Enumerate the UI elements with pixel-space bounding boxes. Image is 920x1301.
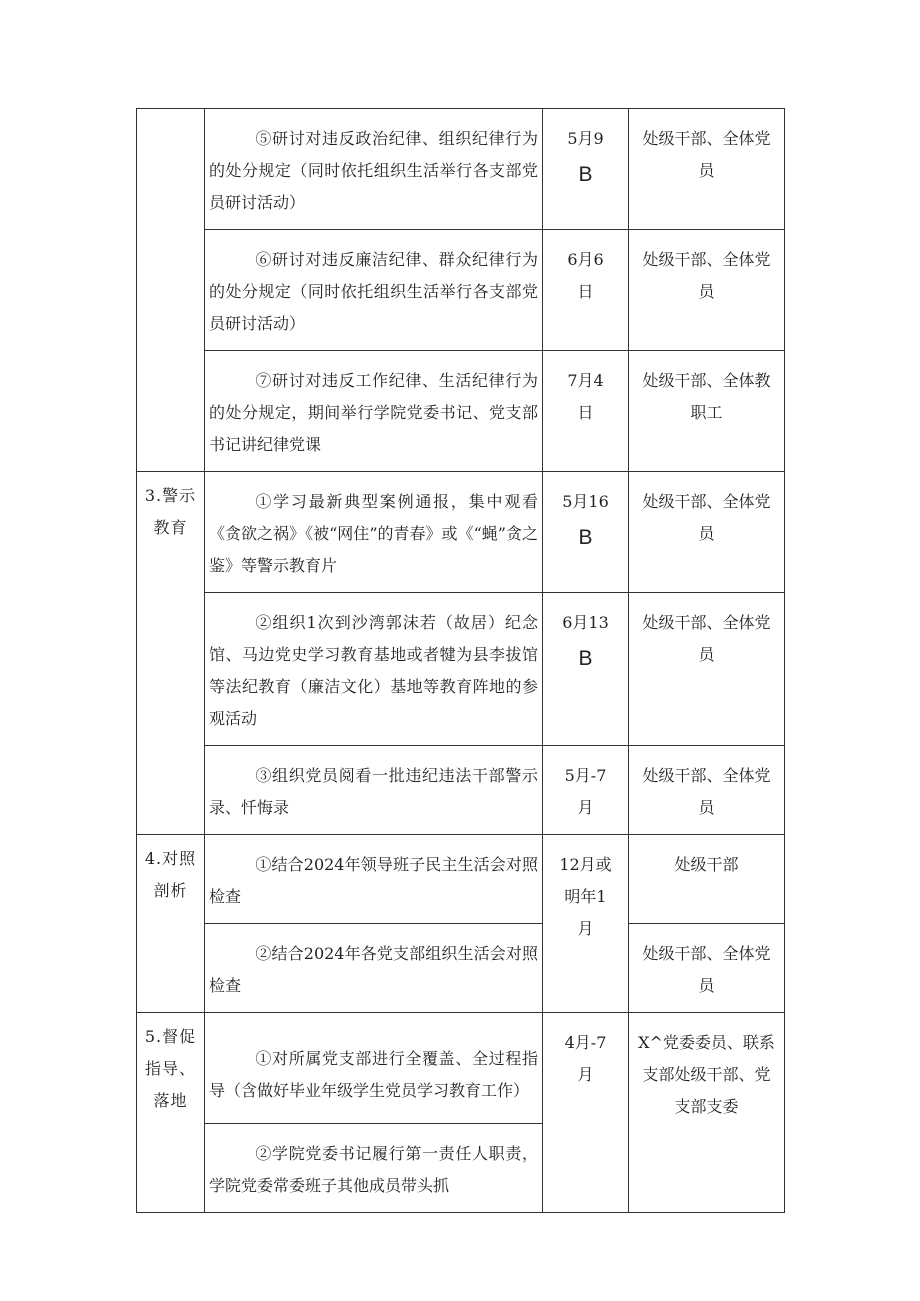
participants-line: 处级干部、全体教 bbox=[642, 371, 771, 390]
category-line: 剖析 bbox=[153, 881, 188, 900]
content-cell bbox=[205, 593, 543, 746]
time-cell bbox=[543, 746, 629, 835]
category-cell bbox=[137, 835, 205, 1013]
time-line: B bbox=[578, 647, 593, 670]
content-text: ②学院党委书记履行第一责任人职责，学院党委常委班子其他成员带头抓 bbox=[209, 1144, 538, 1195]
time-cell bbox=[543, 835, 629, 1013]
participants-cell bbox=[629, 472, 785, 593]
content-text: ⑤研讨对违反政治纪律、组织纪律行为的处分规定（同时依托组织生活举行各支部党员研讨活动） bbox=[209, 129, 538, 212]
category-line: 3.警示 bbox=[144, 486, 197, 505]
time-line: 月 bbox=[577, 919, 594, 938]
participants-cell bbox=[629, 109, 785, 230]
content-text: ②结合2024年各党支部组织生活会对照检查 bbox=[209, 944, 538, 995]
time-cell bbox=[543, 472, 629, 593]
participants-cell bbox=[629, 835, 785, 924]
time-cell bbox=[543, 230, 629, 351]
time-line: 日 bbox=[577, 282, 594, 301]
time-cell bbox=[543, 351, 629, 472]
participants-cell bbox=[629, 593, 785, 746]
time-line: 5月-7 bbox=[564, 766, 607, 785]
participants-cell bbox=[629, 746, 785, 835]
time-line: B bbox=[578, 526, 593, 549]
participants-cell bbox=[629, 1013, 785, 1213]
time-line: 日 bbox=[577, 403, 594, 422]
time-line: 4月-7 bbox=[564, 1033, 607, 1052]
content-cell bbox=[205, 835, 543, 924]
participants-line: 员 bbox=[698, 645, 715, 664]
participants-line: 员 bbox=[698, 524, 715, 543]
time-line: 12月或 bbox=[559, 855, 612, 874]
content-cell bbox=[205, 351, 543, 472]
category-line: 教育 bbox=[153, 518, 188, 537]
time-line: 月 bbox=[577, 798, 594, 817]
participants-line: 处级干部、全体党 bbox=[642, 492, 771, 511]
content-cell bbox=[205, 230, 543, 351]
content-text: ⑥研讨对违反廉洁纪律、群众纪律行为的处分规定（同时依托组织生活举行各支部党员研讨活动） bbox=[209, 250, 538, 333]
participants-line: 处级干部 bbox=[674, 855, 739, 874]
participants-line: 员 bbox=[698, 161, 715, 180]
content-text: ⑦研讨对违反工作纪律、生活纪律行为的处分规定，期间举行学院党委书记、党支部书记讲纪律党课 bbox=[209, 371, 538, 454]
content-text: ①结合2024年领导班子民主生活会对照检查 bbox=[209, 855, 538, 906]
content-cell bbox=[205, 109, 543, 230]
time-line: 6月6 bbox=[567, 250, 604, 269]
time-line: 月 bbox=[577, 1065, 594, 1084]
content-cell bbox=[205, 746, 543, 835]
participants-line: 职工 bbox=[690, 403, 723, 422]
time-line: 6月13 bbox=[562, 613, 609, 632]
table-row bbox=[137, 351, 785, 472]
content-text: ③组织党员阅看一批违纪违法干部警示录、忏悔录 bbox=[209, 766, 538, 817]
time-line: 5月9 bbox=[567, 129, 604, 148]
content-text: ①对所属党支部进行全覆盖、全过程指导（含做好毕业年级学生党员学习教育工作） bbox=[209, 1049, 538, 1100]
table-row bbox=[137, 593, 785, 746]
table-row bbox=[137, 472, 785, 593]
content-cell bbox=[205, 472, 543, 593]
time-cell bbox=[543, 593, 629, 746]
participants-cell bbox=[629, 924, 785, 1013]
table-row bbox=[137, 1013, 785, 1124]
participants-line: 员 bbox=[698, 798, 715, 817]
table-row bbox=[137, 924, 785, 1013]
category-cell bbox=[137, 1013, 205, 1213]
participants-line: 支部支委 bbox=[674, 1097, 739, 1116]
category-line: 落地 bbox=[153, 1091, 188, 1110]
category-line: 指导、 bbox=[144, 1059, 196, 1078]
content-cell bbox=[205, 1124, 543, 1213]
participants-line: 支部处级干部、党 bbox=[642, 1065, 771, 1084]
participants-line: 处级干部、全体党 bbox=[642, 766, 771, 785]
work-plan-table bbox=[136, 108, 785, 1213]
content-text: ①学习最新典型案例通报，集中观看《贪欲之祸》《被“网住”的青春》或《“蝇”贪之鉴》等警示教育片 bbox=[209, 492, 538, 575]
table-row bbox=[137, 109, 785, 230]
participants-cell bbox=[629, 230, 785, 351]
time-line: 5月16 bbox=[562, 492, 609, 511]
participants-line: 员 bbox=[698, 282, 715, 301]
category-cell bbox=[137, 472, 205, 835]
table-row bbox=[137, 230, 785, 351]
participants-line: 处级干部、全体党 bbox=[642, 944, 771, 963]
content-cell bbox=[205, 1013, 543, 1124]
participants-line: 员 bbox=[698, 976, 715, 995]
participants-line: 处级干部、全体党 bbox=[642, 129, 771, 148]
category-cell-empty bbox=[137, 109, 205, 472]
category-line: 4.对照 bbox=[144, 849, 197, 868]
participants-line: X^党委委员、联系 bbox=[638, 1033, 775, 1052]
participants-line: 处级干部、全体党 bbox=[642, 613, 771, 632]
participants-cell bbox=[629, 351, 785, 472]
time-line: B bbox=[578, 163, 593, 186]
content-text: ②组织1次到沙湾郭沫若（故居）纪念馆、马边党史学习教育基地或者犍为县李拔馆等法纪教育（廉洁文化）基地等教育阵地的参观活动 bbox=[209, 613, 538, 728]
table-row bbox=[137, 746, 785, 835]
time-line: 7月4 bbox=[567, 371, 604, 390]
table-row bbox=[137, 835, 785, 924]
time-cell bbox=[543, 109, 629, 230]
category-line: 5.督促 bbox=[144, 1027, 197, 1046]
participants-line: 处级干部、全体党 bbox=[642, 250, 771, 269]
content-cell bbox=[205, 924, 543, 1013]
time-line: 明年1 bbox=[564, 887, 607, 906]
time-cell bbox=[543, 1013, 629, 1213]
